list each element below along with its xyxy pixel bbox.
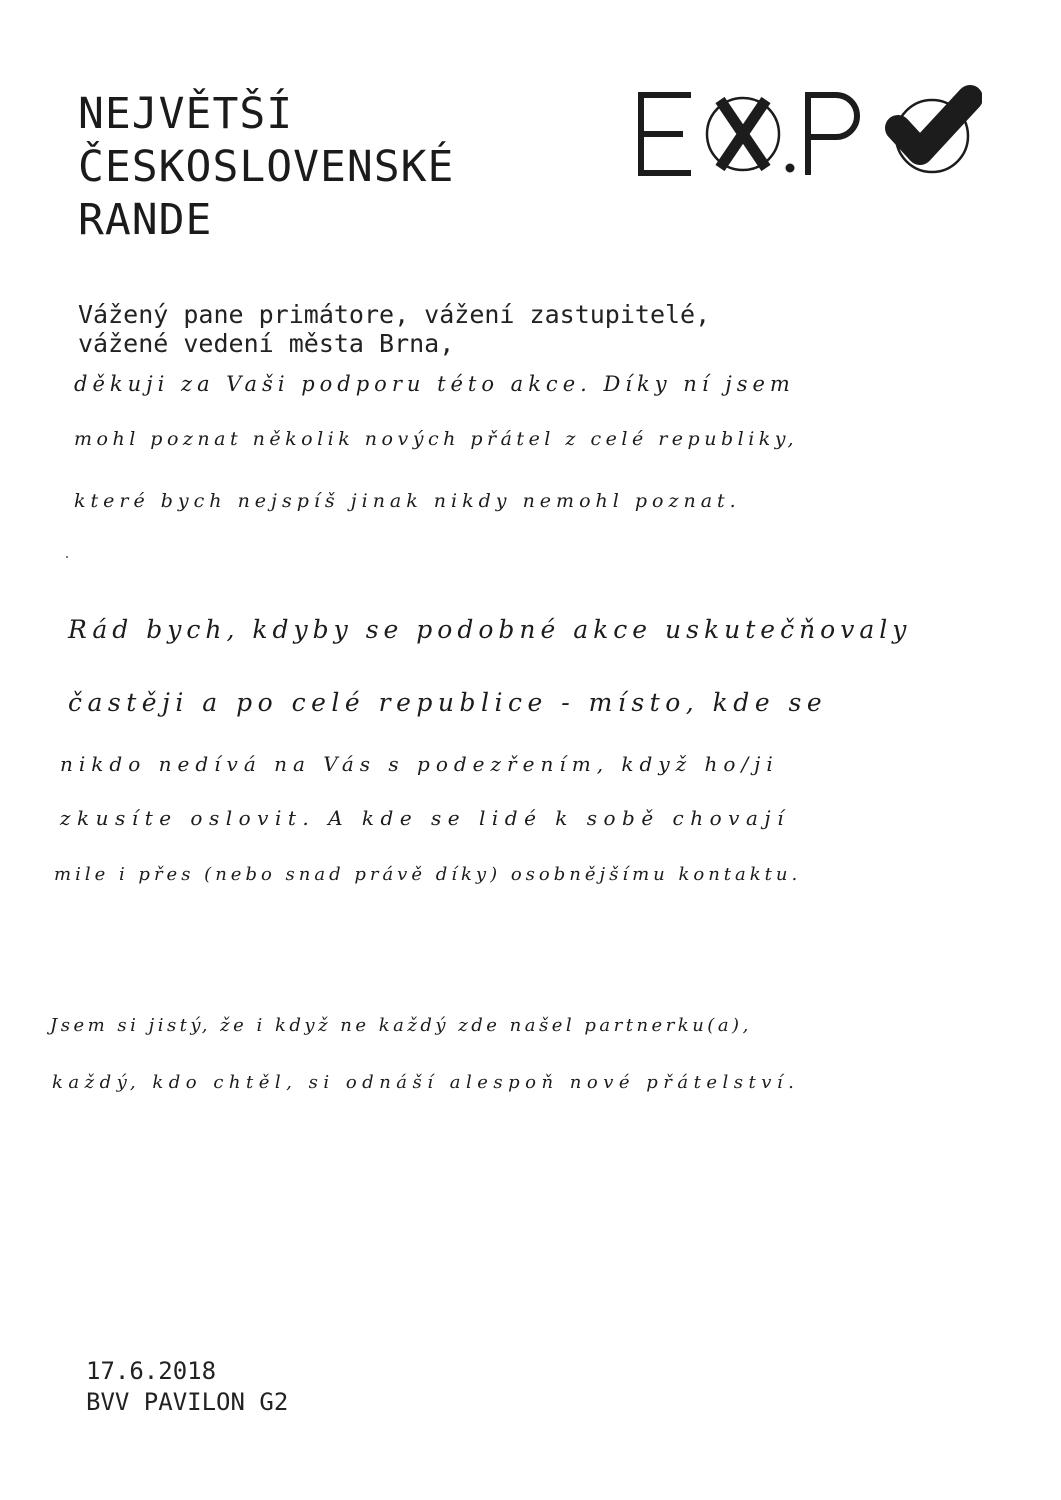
handwritten-line: děkuji za Vaši podporu této akce. Díky ní jsem <box>74 372 795 396</box>
salutation-line-2: vážené vedení města Brna, <box>78 329 455 358</box>
title-line-1: NEJVĚTŠÍ <box>78 89 294 139</box>
expo-logo <box>636 84 982 184</box>
event-title <box>78 88 454 247</box>
handwritten-line: nikdo nedívá na Vás s podezřením, když ho/ji <box>60 752 779 776</box>
handwritten-line: každý, kdo chtěl, si odnáší alespoň nové přátelství. <box>52 1072 800 1093</box>
handwritten-line: které bych nejspíš jinak nikdy nemohl poznat. <box>74 490 741 512</box>
event-date: 17.6.2018 <box>86 1357 217 1385</box>
event-footer <box>86 1356 288 1418</box>
title-line-2: ČESKOSLOVENSKÉ <box>78 142 455 192</box>
handwritten-line: Jsem si jistý, že i když ne každý zde našel partnerku(a), <box>50 1015 752 1036</box>
salutation-line-1: Vážený pane primátore, vážení zastupitelé, <box>78 300 711 329</box>
handwritten-line: Rád bych, kdyby se podobné akce uskutečňovaly <box>68 615 912 644</box>
title-line-3: RANDE <box>78 195 213 245</box>
handwritten-line: častěji a po celé republice - místo, kde se <box>68 688 828 717</box>
paper-speck <box>66 556 68 558</box>
handwritten-line: mohl poznat několik nových přátel z celé republiky, <box>74 428 799 450</box>
handwritten-line: mile i přes (nebo snad právě díky) osobnějšímu kontaktu. <box>54 864 802 885</box>
logo-text: EX.PO <box>636 84 639 85</box>
handwritten-line: zkusíte oslovit. A kde se lidé k sobě chovají <box>60 806 790 830</box>
salutation <box>78 300 710 358</box>
event-venue: BVV PAVILON G2 <box>86 1388 289 1416</box>
